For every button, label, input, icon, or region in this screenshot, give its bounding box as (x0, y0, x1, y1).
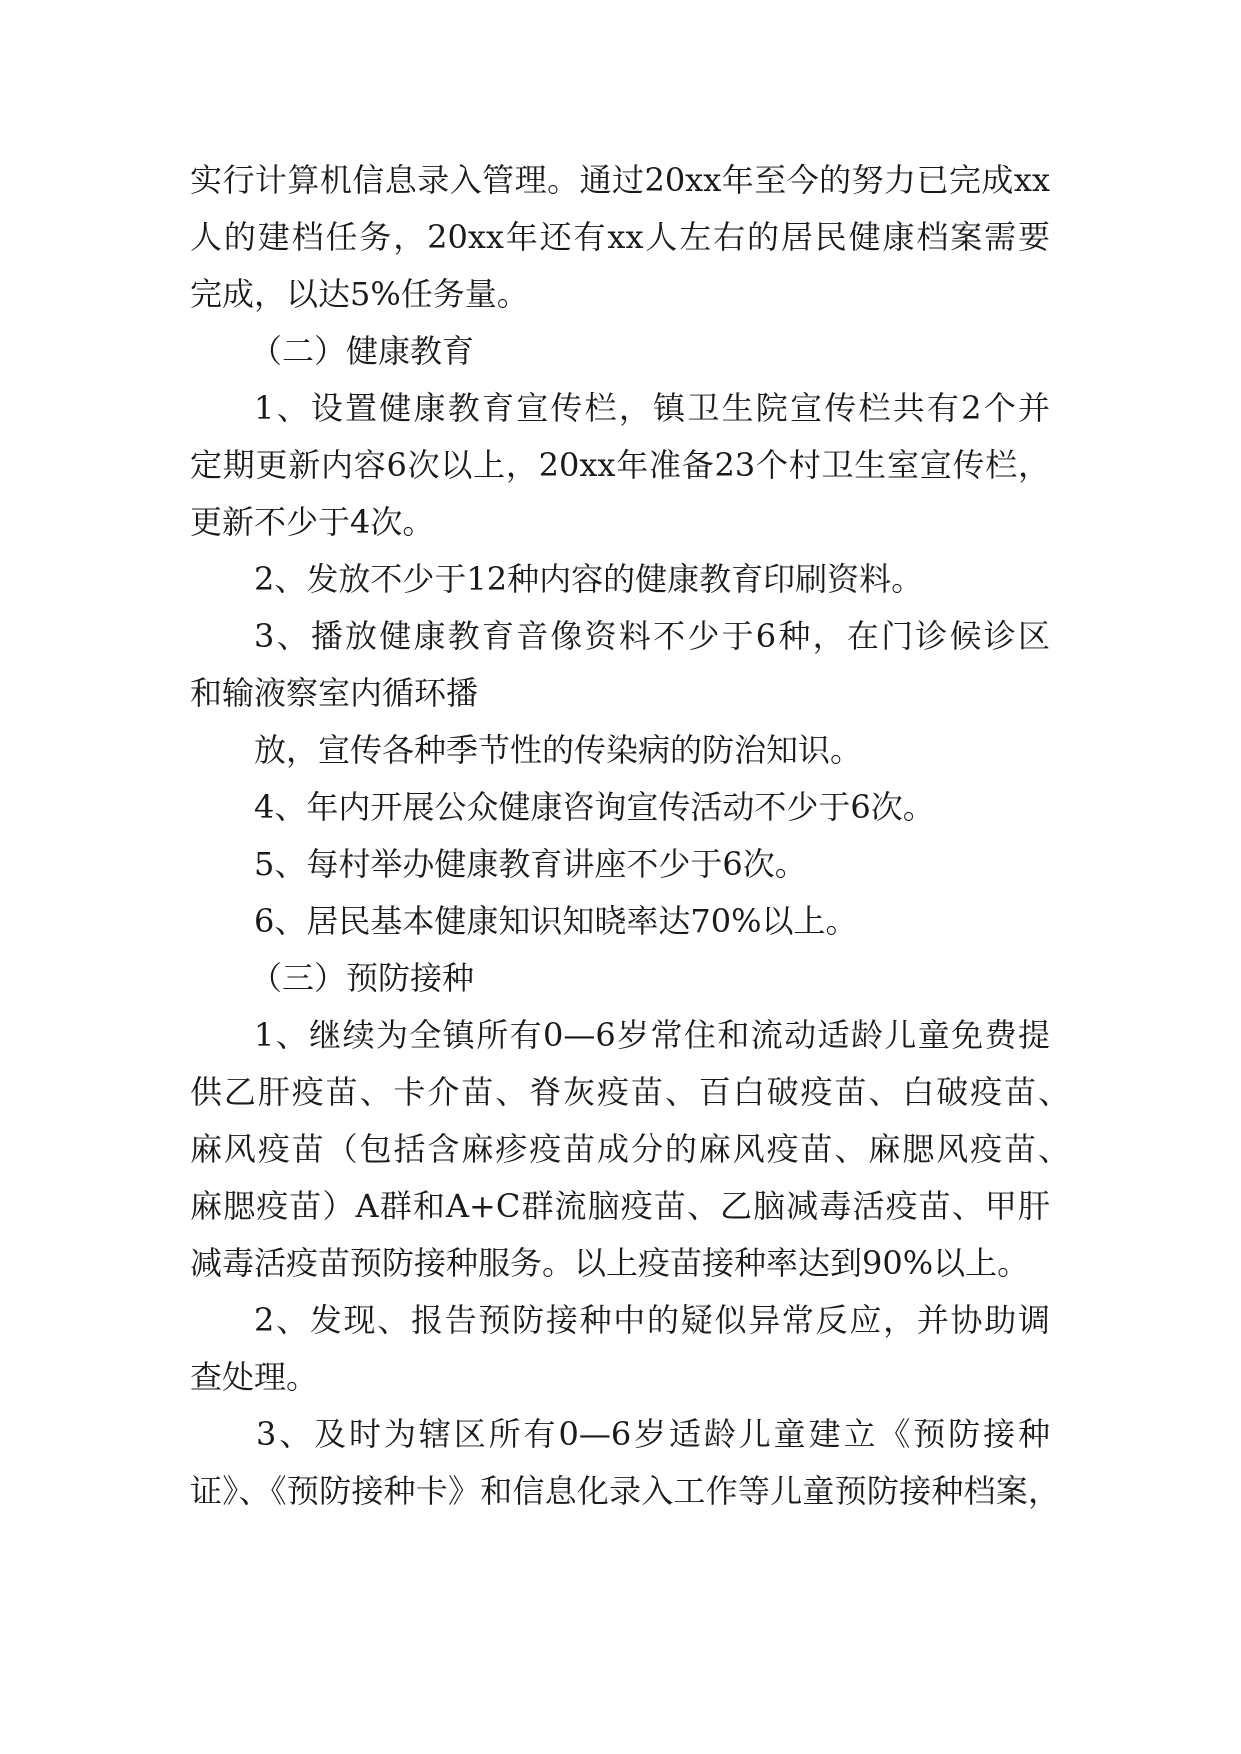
text-line: 更新不少于4次。 (190, 503, 435, 541)
section-heading: （三）预防接种 (250, 959, 475, 997)
text-line: 2、发放不少于12种内容的健康教育印刷资料。 (254, 560, 924, 598)
text-line: 麻风疫苗（包括含麻疹疫苗成分的麻风疫苗、麻腮风疫苗、 (190, 1130, 1070, 1168)
text-line: 查处理。 (190, 1358, 319, 1396)
text-line: 证》、《预防接种卡》和信息化录入工作等儿童预防接种档案， (190, 1472, 1060, 1510)
section-heading: （二）健康教育 (250, 332, 475, 370)
text-line: 5、每村举办健康教育讲座不少于6次。 (254, 845, 807, 883)
text-line: 人的建档任务，20xx年还有xx人左右的居民健康档案需要 (190, 218, 1050, 256)
text-line: 4、年内开展公众健康咨询宣传活动不少于6次。 (254, 788, 935, 826)
text-line: 供乙肝疫苗、卡介苗、脊灰疫苗、百白破疫苗、白破疫苗、 (190, 1073, 1070, 1111)
text-line: 和输液察室内循环播 (190, 674, 479, 712)
text-line: 定期更新内容6次以上，20xx年准备23个村卫生室宣传栏， (190, 446, 1050, 484)
text-line: 1、继续为全镇所有0—6岁常住和流动适龄儿童免费提 (254, 1016, 1050, 1054)
text-line: 1、设置健康教育宣传栏，镇卫生院宣传栏共有2个并 (254, 389, 1050, 427)
text-line: 3、及时为辖区所有0—6岁适龄儿童建立《预防接种 (256, 1415, 1050, 1453)
text-line: 放，宣传各种季节性的传染病的防治知识。 (254, 731, 863, 769)
text-line: 3、播放健康教育音像资料不少于6种，在门诊候诊区 (254, 617, 1050, 655)
text-line: 减毒活疫苗预防接种服务。以上疫苗接种率达到90%以上。 (190, 1244, 1030, 1282)
text-line: 完成，以达5%任务量。 (190, 275, 529, 313)
text-line: 实行计算机信息录入管理。通过20xx年至今的努力已完成xx (190, 161, 1050, 199)
text-line: 2、发现、报告预防接种中的疑似异常反应，并协助调 (254, 1301, 1050, 1339)
text-line: 6、居民基本健康知识知晓率达70%以上。 (254, 902, 858, 940)
text-line: 麻腮疫苗）A群和A+C群流脑疫苗、乙脑减毒活疫苗、甲肝 (190, 1187, 1050, 1225)
